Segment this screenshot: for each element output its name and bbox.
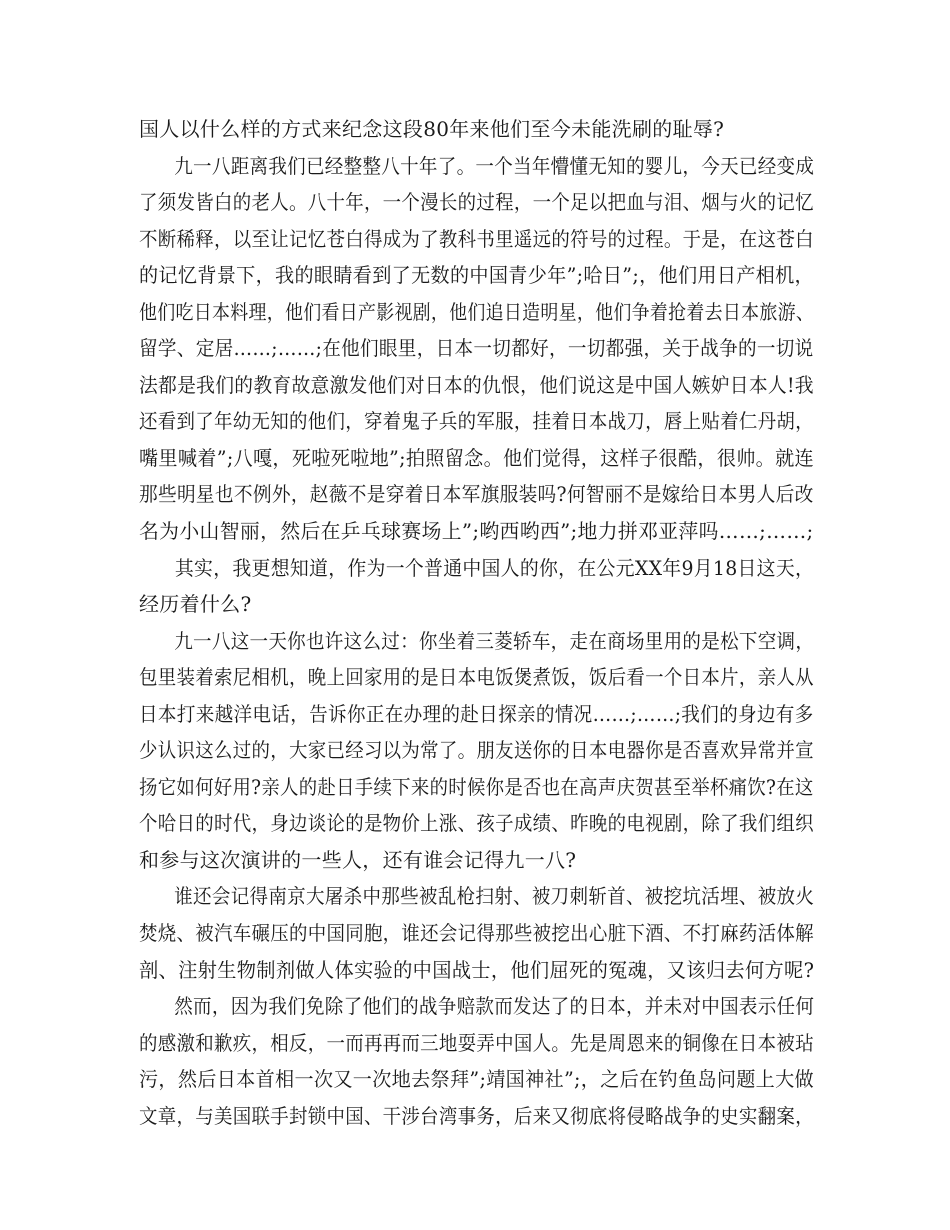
text-line: 名为小山智丽，然后在乒乓球赛场上”;哟西哟西”;地力拼邓亚萍吗……;……; [139, 519, 814, 544]
article-body [139, 111, 814, 1134]
paragraph-first-line: 然而，因为我们免除了他们的战争赔款而发达了的日本，并未对中国表示任何 [174, 994, 815, 1019]
text-line: 日本打来越洋电话，告诉你正在办理的赴日探亲的情况……;……;我们的身边有多 [139, 701, 814, 726]
text-line: 留学、定居……;……;在他们眼里，日本一切都好，一切都强，关于战争的一切说 [139, 336, 814, 361]
text-line: 经历着什么? [139, 592, 252, 617]
text-line: 法都是我们的教育故意激发他们对日本的仇恨，他们说这是中国人嫉妒日本人!我 [139, 372, 814, 397]
text-line: 扬它如何好用?亲人的赴日手续下来的时候你是否也在高声庆贺甚至举杯痛饮?在这 [139, 774, 814, 799]
text-line: 不断稀释，以至让记忆苍白得成为了教科书里遥远的符号的过程。于是，在这苍白 [139, 226, 814, 251]
text-line: 了须发皆白的老人。八十年，一个漫长的过程，一个足以把血与泪、烟与火的记忆 [139, 190, 814, 215]
paragraph-first-line: 九一八这一天你也许这么过：你坐着三菱轿车，走在商场里用的是松下空调， [174, 628, 815, 653]
paragraph-first-line: 九一八距离我们已经整整八十年了。一个当年懵懂无知的婴儿，今天已经变成 [174, 153, 815, 178]
text-line: 的感激和歉疚，相反，一而再再而三地耍弄中国人。先是周恩来的铜像在日本被玷 [139, 1030, 814, 1055]
text-line: 他们吃日本料理，他们看日产影视剧，他们追日造明星，他们争着抢着去日本旅游、 [139, 299, 815, 324]
text-line: 那些明星也不例外，赵薇不是穿着日本军旗服装吗?何智丽不是嫁给日本男人后改 [139, 482, 814, 507]
text-line: 少认识这么过的，大家已经习以为常了。朋友送你的日本电器你是否喜欢异常并宣 [139, 738, 814, 763]
text-line: 焚烧、被汽车碾压的中国同胞，谁还会记得那些被挖出心脏下酒、不打麻药活体解 [139, 921, 814, 946]
text-line: 的记忆背景下，我的眼睛看到了无数的中国青少年”;哈日”;，他们用日产相机， [139, 263, 814, 288]
text-line: 包里装着索尼相机，晚上回家用的是日本电饭煲煮饭，饭后看一个日本片，亲人从 [139, 665, 814, 690]
paragraph-first-line: 其实，我更想知道，作为一个普通中国人的你，在公元XX年9月18日这天， [174, 555, 815, 580]
text-line: 个哈日的时代，身边谈论的是物价上涨、孩子成绩、昨晚的电视剧，除了我们组织 [139, 811, 814, 836]
text-line: 嘴里喊着”;八嘎，死啦死啦地”;拍照留念。他们觉得，这样子很酷，很帅。就连 [139, 445, 814, 470]
text-line: 文章，与美国联手封锁中国、干涉台湾事务，后来又彻底将侵略战争的史实翻案， [139, 1103, 814, 1128]
text-line: 国人以什么样的方式来纪念这段80年来他们至今未能洗刷的耻辱? [139, 117, 725, 141]
text-line: 和参与这次演讲的一些人，还有谁会记得九一八? [139, 847, 577, 872]
text-line: 还看到了年幼无知的他们，穿着鬼子兵的军服，挂着日本战刀，唇上贴着仁丹胡， [139, 409, 814, 434]
text-line: 剖、注射生物制剂做人体实验的中国战士，他们屈死的冤魂，又该归去何方呢? [139, 957, 815, 982]
paragraph-first-line: 谁还会记得南京大屠杀中那些被乱枪扫射、被刀刺斩首、被挖坑活埋、被放火 [174, 884, 815, 909]
text-line: 污，然后日本首相一次又一次地去祭拜”;靖国神社”;，之后在钓鱼岛问题上大做 [139, 1067, 814, 1092]
